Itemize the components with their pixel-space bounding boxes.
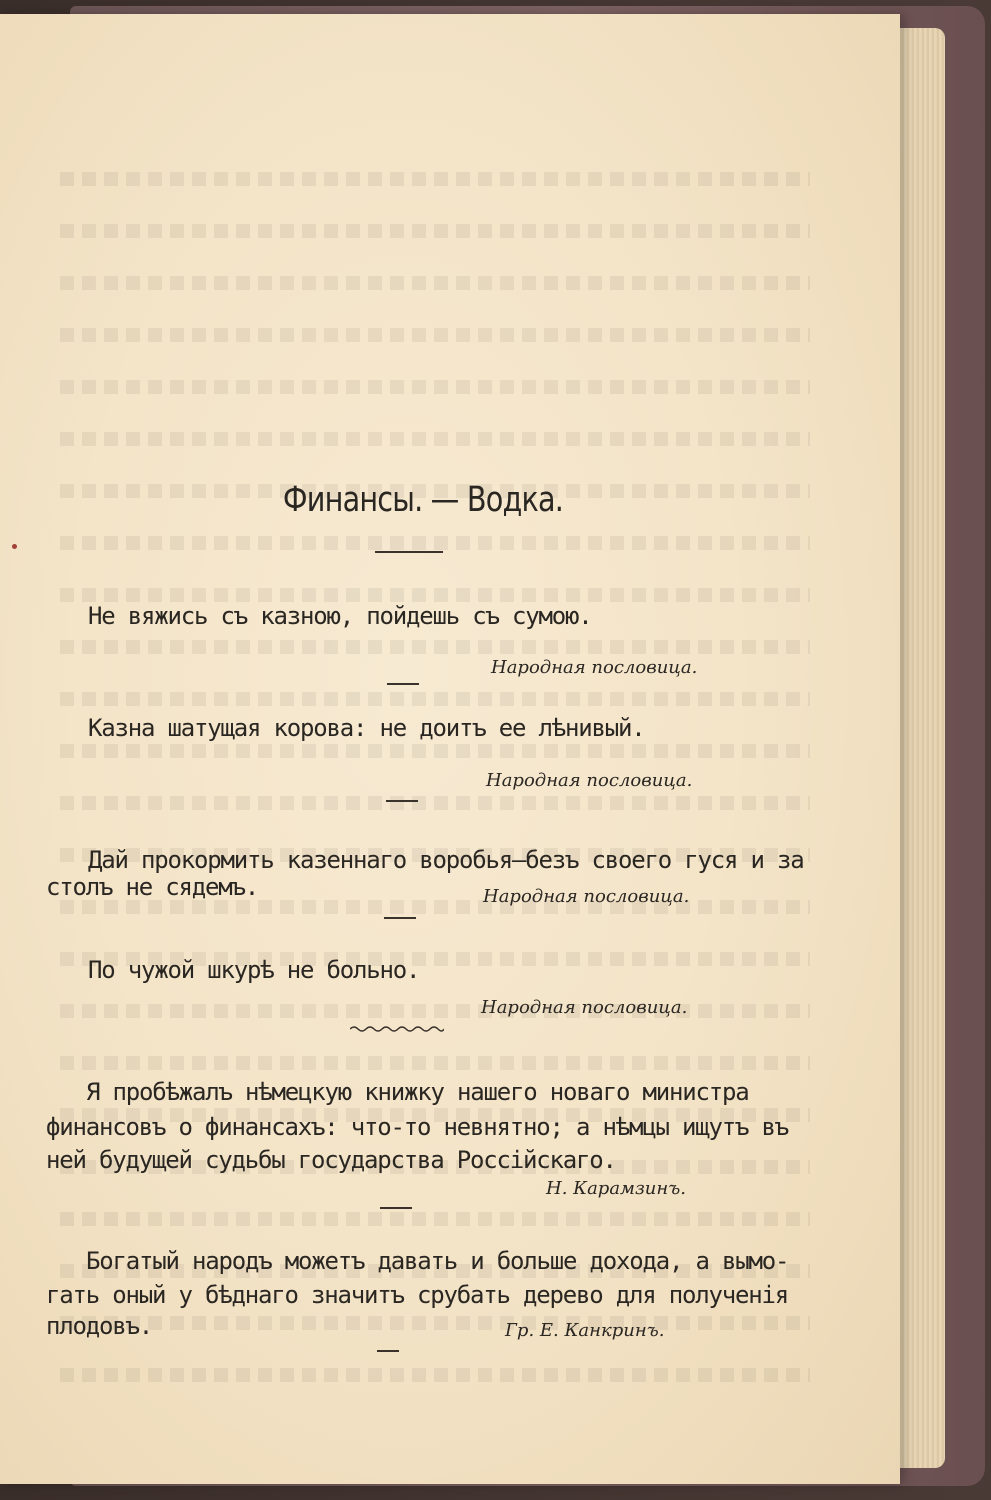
red-mark bbox=[12, 544, 17, 549]
quote-4-line-1: По чужой шкурѣ не больно. bbox=[88, 956, 420, 984]
quote-5-line-3: ней будущей судьбы государства Россійскаго. bbox=[46, 1146, 616, 1174]
title-rule bbox=[375, 551, 443, 553]
quote-3-line-2: столъ не сядемъ. bbox=[46, 873, 258, 901]
quote-2-rule bbox=[386, 800, 418, 802]
quote-6-line-1: Богатый народъ можетъ давать и больше дохода, а вымо- bbox=[86, 1247, 789, 1275]
quote-3-source: Народная пословица. bbox=[483, 886, 690, 907]
quote-5-source: Н. Карамзинъ. bbox=[546, 1178, 686, 1199]
quote-3-line-1: Дай прокормить казеннаго воробья—безъ своего гуся и за bbox=[88, 846, 804, 874]
quote-3-rule bbox=[384, 917, 416, 919]
quote-6-line-3: плодовъ. bbox=[46, 1312, 152, 1340]
quote-6-line-2: гать оный у бѣднаго значитъ срубать дерево для полученія bbox=[46, 1281, 788, 1309]
bottom-rule bbox=[377, 1350, 399, 1352]
quote-1-source: Народная пословица. bbox=[491, 657, 698, 678]
quote-1-rule bbox=[387, 683, 419, 685]
quote-2-line-1: Казна шатущая корова: не доитъ ее лѣнивый. bbox=[88, 714, 645, 742]
page-title: Финансы. — Водка. bbox=[282, 480, 564, 520]
ornament-divider bbox=[350, 1024, 444, 1034]
quote-5-line-1: Я пробѣжалъ нѣмецкую книжку нашего новаго министра bbox=[86, 1078, 749, 1106]
quote-4-source: Народная пословица. bbox=[481, 997, 688, 1018]
quote-1-line-1: Не вяжись съ казною, пойдешь съ сумою. bbox=[88, 602, 592, 630]
quote-2-source: Народная пословица. bbox=[486, 770, 693, 791]
quote-5-line-2: финансовъ о финансахъ: что-то невнятно; а нѣмцы ищутъ въ bbox=[46, 1113, 788, 1141]
book-page bbox=[0, 14, 900, 1484]
quote-5-rule bbox=[380, 1207, 412, 1209]
quote-6-source: Гр. Е. Канкринъ. bbox=[505, 1320, 665, 1341]
